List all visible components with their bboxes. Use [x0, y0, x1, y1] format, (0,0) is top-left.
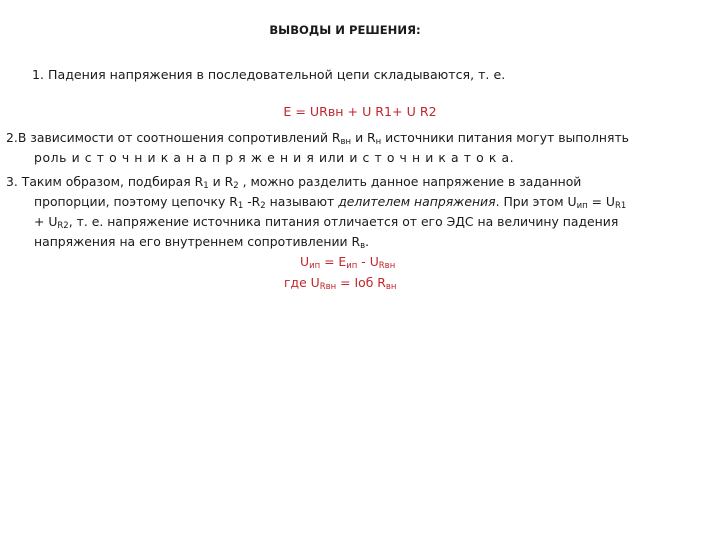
formula-source-voltage: $U_{ип} = E_{ип} - U_{Rвн}$ — [300, 254, 396, 271]
formula-emf: E = URвн + U R1+ U R2 — [283, 104, 437, 119]
point-3-line-1: 3. Таким образом, подбирая $R_1$ и $R_2$ , можно разделить данное напряжение в заданной — [6, 174, 582, 191]
formula-internal-drop: где $U_{Rвн}$ = Iоб $R_{вн}$ — [284, 275, 397, 292]
point-2-line-1: 2.В зависимости от соотношения сопротивлений $R_{вн}$ и $R_н$ источники питания могут выполнять — [6, 130, 629, 147]
point-2-line-2: роль и с т о ч н и к а н а п р я ж е н и я или и с т о ч н и к а т о к а. — [34, 150, 515, 165]
voltage-divider-term: делителем напряжения — [338, 194, 496, 209]
point-3-line-4: напряжения на его внутреннем сопротивлении $R_в$. — [34, 234, 370, 251]
slide-title: ВЫВОДЫ И РЕШЕНИЯ: — [269, 23, 421, 37]
point-3-line-3: + $U_{R2}$, т. е. напряжение источника питания отличается от его ЭДС на величину падения — [34, 214, 619, 231]
point-3-line-2: пропорции, поэтому цепочку $R_1$ $-R_2$ называют делителем напряжения. При этом $U_{ип} = U_{R1}$ — [34, 194, 627, 211]
point-1-text: 1. Падения напряжения в последовательной цепи складываются, т. е. — [32, 67, 506, 82]
